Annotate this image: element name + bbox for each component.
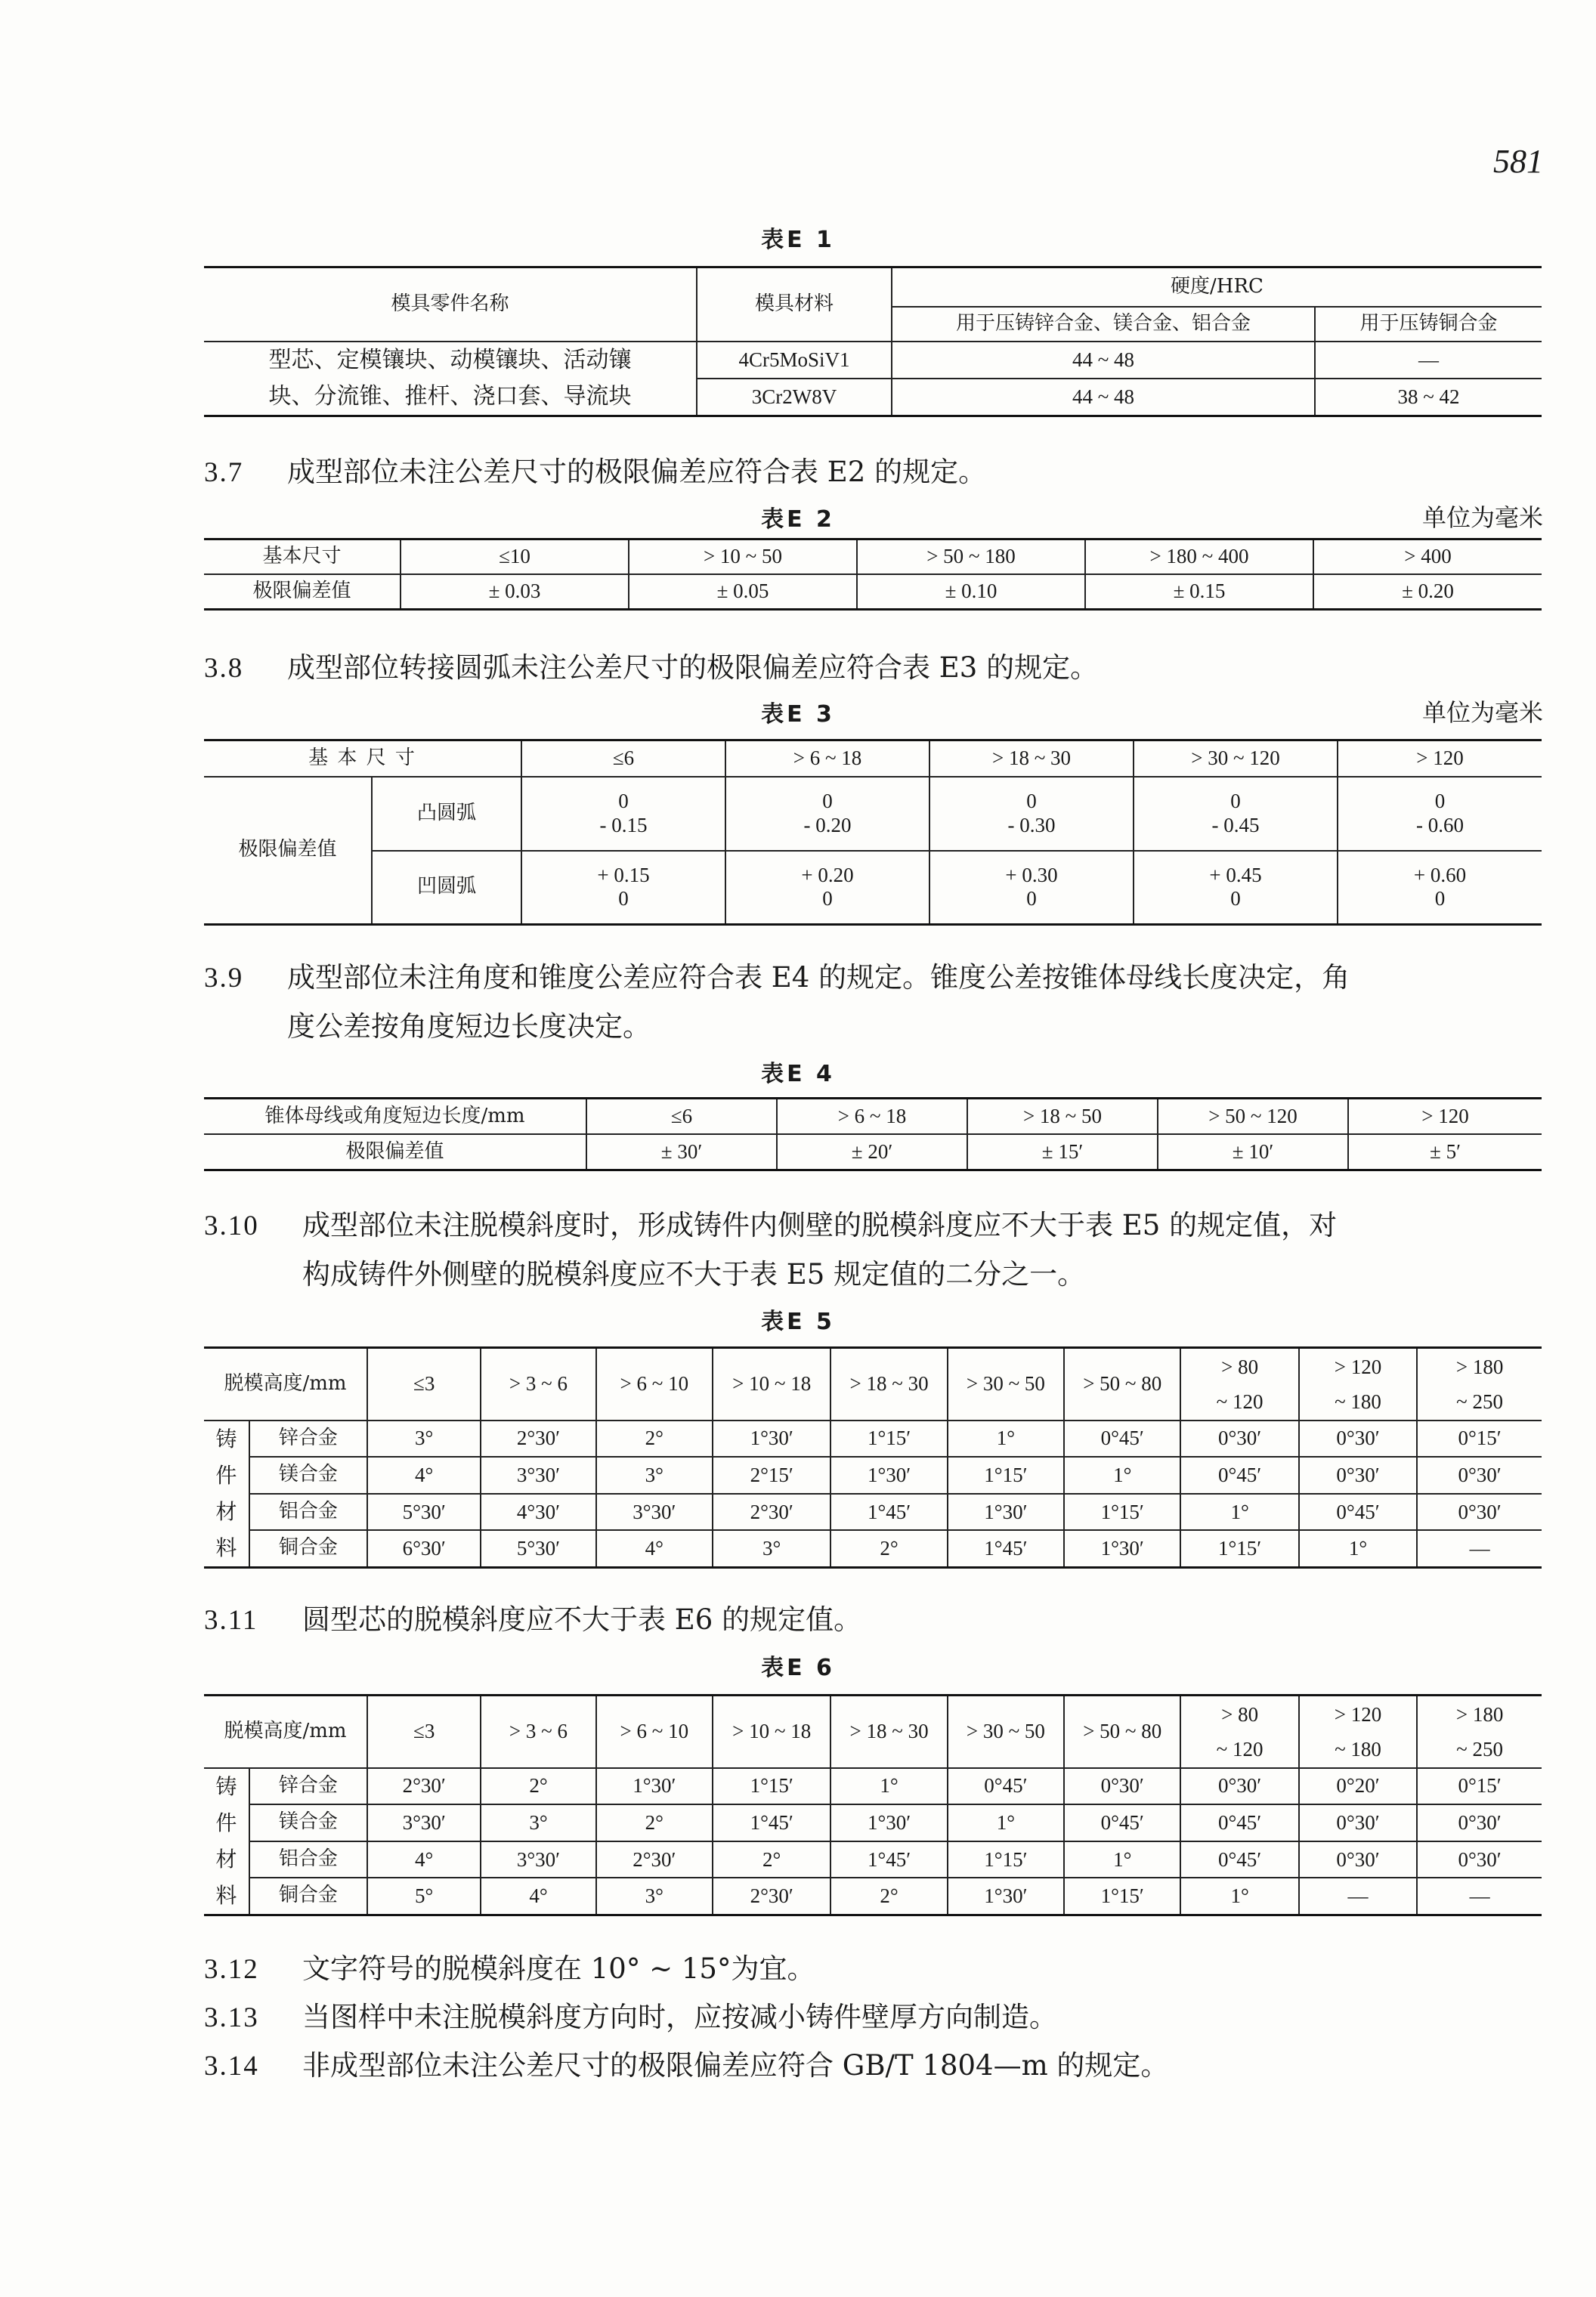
- e3-convex-upper: 0: [1230, 790, 1241, 813]
- e6-alloy-name: 锌合金: [249, 1768, 367, 1805]
- e5-draft-angle: 0°15′: [1417, 1421, 1542, 1458]
- e6-draft-angle: 1°30′: [830, 1804, 947, 1841]
- e5-draft-angle: 1°45′: [948, 1530, 1064, 1567]
- e5-draft-angle: 5°30′: [367, 1494, 481, 1531]
- e5-draft-angle: 1°15′: [948, 1457, 1064, 1494]
- e3-convex-cell: [1338, 777, 1542, 851]
- e2-size-label: 基本尺寸: [204, 539, 401, 575]
- e6-alloy-name: 铝合金: [249, 1841, 367, 1878]
- e1-part-line2: 块、分流锥、推杆、浇口套、导流块: [268, 382, 632, 410]
- e6-height-lower: > 80: [1221, 1702, 1259, 1726]
- e6-draft-angle: 3°30′: [367, 1804, 481, 1841]
- e6-draft-angle: 2°30′: [367, 1768, 481, 1805]
- e3-concave-lower: 0: [822, 887, 833, 910]
- e5-draft-angle: 1°: [1299, 1530, 1417, 1567]
- e5-draft-angle: 4°30′: [481, 1494, 595, 1531]
- e5-draft-angle: 1°15′: [830, 1421, 947, 1458]
- e6-draft-angle: 1°45′: [830, 1841, 947, 1878]
- e3-concave-lower: 0: [1230, 887, 1241, 910]
- clause-number: 3.13: [204, 2002, 259, 2033]
- e5-draft-angle: 4°: [367, 1457, 481, 1494]
- e5-draft-angle: 2°30′: [481, 1421, 595, 1458]
- e6-height: > 30 ~ 50: [948, 1696, 1064, 1768]
- e5-alloy-name: 镁合金: [249, 1457, 367, 1494]
- e3-size: > 30 ~ 120: [1134, 740, 1338, 777]
- e5-height-upper: ~ 250: [1456, 1390, 1504, 1413]
- e6-draft-angle: 0°45′: [1180, 1841, 1298, 1878]
- e5-draft-angle: 0°45′: [1064, 1421, 1180, 1458]
- e3-convex-cell: [725, 777, 929, 851]
- clause-text: 文字符号的脱模斜度在 10° ~ 15°为宜。: [302, 1952, 815, 1985]
- e3-concave-lower: 0: [1434, 887, 1446, 910]
- e4-deviation: ± 20′: [777, 1134, 967, 1170]
- e3-convex-lower: - 0.45: [1211, 813, 1260, 836]
- e4-length: > 6 ~ 18: [777, 1099, 967, 1135]
- e5-draft-angle: 6°30′: [367, 1530, 481, 1567]
- table-e1: [204, 266, 1542, 417]
- e3-concave-upper: + 0.15: [597, 864, 650, 887]
- e3-concave-upper: + 0.30: [1005, 864, 1058, 887]
- e6-height-label: 脱模高度/mm: [204, 1696, 367, 1768]
- e5-draft-angle: 3°: [367, 1421, 481, 1458]
- table-e5: [204, 1346, 1542, 1569]
- e5-draft-angle: 1°: [1180, 1494, 1298, 1531]
- e6-draft-angle: 0°30′: [1299, 1841, 1417, 1878]
- e6-draft-angle: 1°: [948, 1804, 1064, 1841]
- e5-draft-angle: 0°30′: [1299, 1421, 1417, 1458]
- e5-draft-angle: 3°: [713, 1530, 830, 1567]
- e6-draft-angle: 2°: [830, 1878, 947, 1915]
- clause-text: 非成型部位未注公差尺寸的极限偏差应符合 GB/T 1804—m 的规定。: [302, 2049, 1169, 2082]
- e6-draft-angle: 1°45′: [713, 1804, 830, 1841]
- e1-material: 3Cr2W8V: [697, 379, 892, 416]
- e1-hardness-1: 44 ~ 48: [892, 342, 1315, 379]
- e5-draft-angle: 0°30′: [1299, 1457, 1417, 1494]
- e5-material-label: [204, 1421, 249, 1568]
- e5-draft-angle: 1°15′: [1180, 1530, 1298, 1567]
- e4-deviation-label: 极限偏差值: [204, 1134, 586, 1170]
- e5-draft-angle: 1°: [1064, 1457, 1180, 1494]
- e1-hardness-1: 44 ~ 48: [892, 379, 1315, 416]
- table-e2: [204, 538, 1542, 611]
- e6-height: > 3 ~ 6: [481, 1696, 595, 1768]
- e5-height-upper: ~ 180: [1335, 1390, 1381, 1413]
- clause-text-line2: 度公差按角度短边长度决定。: [287, 1010, 651, 1043]
- e3-convex-upper: 0: [822, 790, 833, 813]
- clause-number: 3.8: [204, 653, 244, 684]
- e6-draft-angle: 4°: [481, 1878, 595, 1915]
- e6-draft-angle: 1°30′: [596, 1768, 713, 1805]
- e6-height-lower: > 180: [1455, 1702, 1504, 1726]
- e5-alloy-name: 铜合金: [249, 1530, 367, 1567]
- e5-height: > 18 ~ 30: [830, 1348, 947, 1421]
- e6-draft-angle: 4°: [367, 1841, 481, 1878]
- e5-height-upper: ~ 120: [1216, 1390, 1264, 1413]
- e5-height: ≤3: [367, 1348, 481, 1421]
- e6-height-upper: ~ 180: [1335, 1737, 1381, 1761]
- e2-deviation-label: 极限偏差值: [204, 574, 401, 610]
- e6-height-lower: > 120: [1334, 1702, 1382, 1726]
- e4-length-label: 锥体母线或角度短边长度/mm: [204, 1099, 586, 1135]
- e6-draft-angle: 2°30′: [596, 1841, 713, 1878]
- e6-draft-angle: 3°: [481, 1804, 595, 1841]
- e4-deviation: ± 5′: [1348, 1134, 1542, 1170]
- e6-draft-angle: —: [1299, 1878, 1417, 1915]
- e1-header-material: 模具材料: [697, 267, 892, 342]
- e6-alloy-name: 铜合金: [249, 1878, 367, 1915]
- clause-3-13: [204, 1993, 1542, 2042]
- e6-height: ≤3: [367, 1696, 481, 1768]
- clause-text: 当图样中未注脱模斜度方向时，应按减小铸件壁厚方向制造。: [302, 2001, 1057, 2033]
- e3-convex-lower: - 0.30: [1007, 813, 1056, 836]
- e5-draft-angle: 2°: [596, 1421, 713, 1458]
- clause-text-line1: 成型部位未注脱模斜度时，形成铸件内侧壁的脱模斜度应不大于表 E5 的规定值，对: [302, 1209, 1338, 1241]
- e3-size: ≤6: [521, 740, 725, 777]
- e6-draft-angle: 0°45′: [1180, 1804, 1298, 1841]
- e5-height-cell: [1417, 1348, 1542, 1421]
- e3-size-label: 基 本 尺 寸: [204, 740, 521, 777]
- e3-convex-lower: - 0.60: [1416, 813, 1465, 836]
- e5-draft-angle: 5°30′: [481, 1530, 595, 1567]
- e5-draft-angle: 1°30′: [713, 1421, 830, 1458]
- e5-material-label-char: 料: [215, 1535, 237, 1560]
- clause-text-line1: 成型部位未注角度和锥度公差应符合表 E4 的规定。锥度公差按锥体母线长度决定，角: [287, 961, 1350, 994]
- e1-part-line1: 型芯、定模镶块、动模镶块、活动镶: [268, 346, 632, 373]
- e3-concave-cell: [725, 851, 929, 925]
- e6-draft-angle: 2°: [481, 1768, 595, 1805]
- e2-deviation: ± 0.05: [629, 574, 857, 610]
- clause-text: 成型部位转接圆弧未注公差尺寸的极限偏差应符合表 E3 的规定。: [287, 651, 1099, 684]
- table-e5-caption: 表E 5: [761, 1309, 835, 1335]
- e5-alloy-name: 铝合金: [249, 1494, 367, 1531]
- e1-hardness-2: 38 ~ 42: [1315, 379, 1542, 416]
- e3-convex-upper: 0: [1434, 790, 1446, 813]
- e5-height-lower: > 180: [1455, 1355, 1504, 1378]
- e6-height: > 50 ~ 80: [1064, 1696, 1180, 1768]
- e5-height-cell: [1299, 1348, 1417, 1421]
- e2-deviation: ± 0.15: [1085, 574, 1313, 610]
- e5-draft-angle: 0°30′: [1417, 1457, 1542, 1494]
- e4-length: ≤6: [586, 1099, 777, 1135]
- table-e3-caption: 表E 3: [761, 701, 835, 728]
- e3-concave-cell: [1134, 851, 1338, 925]
- clause-3-14: [204, 2042, 1542, 2091]
- e6-draft-angle: 1°: [1064, 1841, 1180, 1878]
- e6-material-label-char: 件: [215, 1810, 237, 1835]
- e6-material-label: [204, 1768, 249, 1915]
- table-e2-unit: 单位为毫米: [1421, 503, 1543, 532]
- e5-material-label-char: 件: [215, 1462, 237, 1488]
- clause-number: 3.11: [204, 1605, 258, 1636]
- e6-height-upper: ~ 250: [1456, 1737, 1504, 1761]
- e5-draft-angle: 0°45′: [1180, 1457, 1298, 1494]
- e4-deviation: ± 15′: [967, 1134, 1158, 1170]
- e3-concave-cell: [1338, 851, 1542, 925]
- e5-draft-angle: 1°30′: [1064, 1530, 1180, 1567]
- e6-draft-angle: 1°: [1180, 1878, 1298, 1915]
- e6-draft-angle: 2°: [596, 1804, 713, 1841]
- clause-number: 3.10: [204, 1210, 259, 1241]
- clause-3-12: [204, 1945, 1542, 1994]
- e3-convex-upper: 0: [618, 790, 629, 813]
- e3-convex-label: 凸圆弧: [372, 777, 521, 851]
- page-number: 581: [1493, 143, 1543, 180]
- clause-text: 成型部位未注公差尺寸的极限偏差应符合表 E2 的规定。: [287, 456, 987, 488]
- e6-draft-angle: 0°20′: [1299, 1768, 1417, 1805]
- e3-concave-lower: 0: [1026, 887, 1037, 910]
- e1-header-sub1: 用于压铸锌合金、镁合金、铝合金: [892, 307, 1315, 342]
- clause-3-11: [204, 1596, 1542, 1645]
- e5-draft-angle: —: [1417, 1530, 1542, 1567]
- e6-height-cell: [1417, 1696, 1542, 1768]
- e2-size: ≤10: [401, 539, 629, 575]
- e5-height: > 50 ~ 80: [1064, 1348, 1180, 1421]
- e3-concave-upper: + 0.60: [1413, 864, 1467, 887]
- e3-concave-upper: + 0.45: [1209, 864, 1262, 887]
- table-e6: [204, 1694, 1542, 1916]
- clause-number: 3.12: [204, 1954, 259, 1985]
- e2-deviation: ± 0.03: [401, 574, 629, 610]
- e6-draft-angle: 0°30′: [1180, 1768, 1298, 1805]
- e3-size: > 18 ~ 30: [929, 740, 1134, 777]
- e6-height: > 10 ~ 18: [713, 1696, 830, 1768]
- e1-header-part: 模具零件名称: [204, 267, 697, 342]
- e3-concave-cell: [521, 851, 725, 925]
- e6-draft-angle: 0°30′: [1299, 1804, 1417, 1841]
- e5-draft-angle: 0°30′: [1180, 1421, 1298, 1458]
- e6-draft-angle: 1°15′: [948, 1841, 1064, 1878]
- e1-header-hardness: 硬度/HRC: [892, 267, 1542, 307]
- e3-deviation-label: 极限偏差值: [204, 777, 372, 925]
- e6-draft-angle: 1°15′: [713, 1768, 830, 1805]
- e2-size: > 180 ~ 400: [1085, 539, 1313, 575]
- table-e3-unit: 单位为毫米: [1421, 698, 1543, 727]
- e3-concave-label: 凹圆弧: [372, 851, 521, 925]
- e5-height-lower: > 80: [1221, 1355, 1259, 1378]
- clause-number: 3.14: [204, 2051, 259, 2082]
- table-e4: [204, 1097, 1542, 1171]
- e6-draft-angle: 0°45′: [948, 1768, 1064, 1805]
- e6-height-cell: [1299, 1696, 1417, 1768]
- clause-number: 3.9: [204, 963, 244, 994]
- e6-draft-angle: 3°: [596, 1878, 713, 1915]
- clause-3-7: [204, 448, 1542, 497]
- table-e4-caption: 表E 4: [761, 1061, 835, 1087]
- e4-deviation: ± 10′: [1158, 1134, 1348, 1170]
- e5-height: > 6 ~ 10: [596, 1348, 713, 1421]
- e6-height: > 6 ~ 10: [596, 1696, 713, 1768]
- e3-convex-cell: [1134, 777, 1338, 851]
- e1-header-sub2: 用于压铸铜合金: [1315, 307, 1542, 342]
- e5-draft-angle: 2°: [830, 1530, 947, 1567]
- e6-draft-angle: 0°15′: [1417, 1768, 1542, 1805]
- e5-draft-angle: 0°30′: [1417, 1494, 1542, 1531]
- e5-height-cell: [1180, 1348, 1298, 1421]
- e5-height-lower: > 120: [1334, 1355, 1382, 1378]
- e6-draft-angle: 1°30′: [948, 1878, 1064, 1915]
- e5-draft-angle: 3°: [596, 1457, 713, 1494]
- e1-material: 4Cr5MoSiV1: [697, 342, 892, 379]
- e4-length: > 120: [1348, 1099, 1542, 1135]
- e3-convex-lower: - 0.15: [599, 813, 648, 836]
- table-e2-caption: 表E 2: [761, 506, 835, 533]
- e5-alloy-name: 锌合金: [249, 1421, 367, 1458]
- e3-size: > 6 ~ 18: [725, 740, 929, 777]
- e5-draft-angle: 2°30′: [713, 1494, 830, 1531]
- e5-height: > 30 ~ 50: [948, 1348, 1064, 1421]
- e2-size: > 50 ~ 180: [857, 539, 1085, 575]
- e5-draft-angle: 4°: [596, 1530, 713, 1567]
- e6-draft-angle: 0°45′: [1064, 1804, 1180, 1841]
- clause-text: 圆型芯的脱模斜度应不大于表 E6 的规定值。: [302, 1603, 862, 1636]
- e6-draft-angle: 5°: [367, 1878, 481, 1915]
- e2-size: > 10 ~ 50: [629, 539, 857, 575]
- e3-concave-lower: 0: [618, 887, 629, 910]
- e6-height: > 18 ~ 30: [830, 1696, 947, 1768]
- e2-deviation: ± 0.20: [1313, 574, 1542, 610]
- e3-convex-lower: - 0.20: [803, 813, 852, 836]
- e3-convex-upper: 0: [1026, 790, 1037, 813]
- e4-deviation: ± 30′: [586, 1134, 777, 1170]
- e5-height: > 10 ~ 18: [713, 1348, 830, 1421]
- e4-length: > 18 ~ 50: [967, 1099, 1158, 1135]
- e6-draft-angle: —: [1417, 1878, 1542, 1915]
- clause-number: 3.7: [204, 457, 244, 488]
- e3-concave-cell: [929, 851, 1134, 925]
- e5-draft-angle: 3°30′: [596, 1494, 713, 1531]
- e6-draft-angle: 3°30′: [481, 1841, 595, 1878]
- e6-material-label-char: 料: [215, 1882, 237, 1908]
- e5-draft-angle: 2°15′: [713, 1457, 830, 1494]
- e3-size: > 120: [1338, 740, 1542, 777]
- e5-height: > 3 ~ 6: [481, 1348, 595, 1421]
- e1-hardness-2: —: [1315, 342, 1542, 379]
- e5-draft-angle: 1°30′: [948, 1494, 1064, 1531]
- table-e1-caption: 表E 1: [761, 227, 835, 253]
- e5-material-label-char: 铸: [215, 1426, 237, 1451]
- clause-3-8: [204, 644, 1542, 693]
- e5-draft-angle: 1°30′: [830, 1457, 947, 1494]
- clause-3-10: [204, 1201, 1542, 1299]
- e6-draft-angle: 0°30′: [1417, 1804, 1542, 1841]
- e6-height-cell: [1180, 1696, 1298, 1768]
- e4-length: > 50 ~ 120: [1158, 1099, 1348, 1135]
- e2-deviation: ± 0.10: [857, 574, 1085, 610]
- e5-height-label: 脱模高度/mm: [204, 1348, 367, 1421]
- e3-convex-cell: [929, 777, 1134, 851]
- e5-draft-angle: 0°45′: [1299, 1494, 1417, 1531]
- e5-draft-angle: 1°: [948, 1421, 1064, 1458]
- e5-draft-angle: 3°30′: [481, 1457, 595, 1494]
- e5-material-label-char: 材: [215, 1498, 237, 1524]
- e1-part-names: [204, 342, 697, 416]
- clause-3-9: [204, 954, 1542, 1051]
- e3-convex-cell: [521, 777, 725, 851]
- e3-concave-upper: + 0.20: [801, 864, 854, 887]
- e6-draft-angle: 2°30′: [713, 1878, 830, 1915]
- e6-draft-angle: 2°: [713, 1841, 830, 1878]
- e6-draft-angle: 0°30′: [1064, 1768, 1180, 1805]
- e6-height-upper: ~ 120: [1216, 1737, 1264, 1761]
- e6-draft-angle: 0°30′: [1417, 1841, 1542, 1878]
- e6-alloy-name: 镁合金: [249, 1804, 367, 1841]
- e2-size: > 400: [1313, 539, 1542, 575]
- e5-draft-angle: 1°15′: [1064, 1494, 1180, 1531]
- e6-material-label-char: 材: [215, 1846, 237, 1872]
- table-e6-caption: 表E 6: [761, 1655, 835, 1681]
- e6-draft-angle: 1°15′: [1064, 1878, 1180, 1915]
- e5-draft-angle: 1°45′: [830, 1494, 947, 1531]
- clause-text-line2: 构成铸件外侧壁的脱模斜度应不大于表 E5 规定值的二分之一。: [302, 1258, 1086, 1291]
- e6-material-label-char: 铸: [215, 1773, 237, 1799]
- e6-draft-angle: 1°: [830, 1768, 947, 1805]
- table-e3: [204, 739, 1542, 926]
